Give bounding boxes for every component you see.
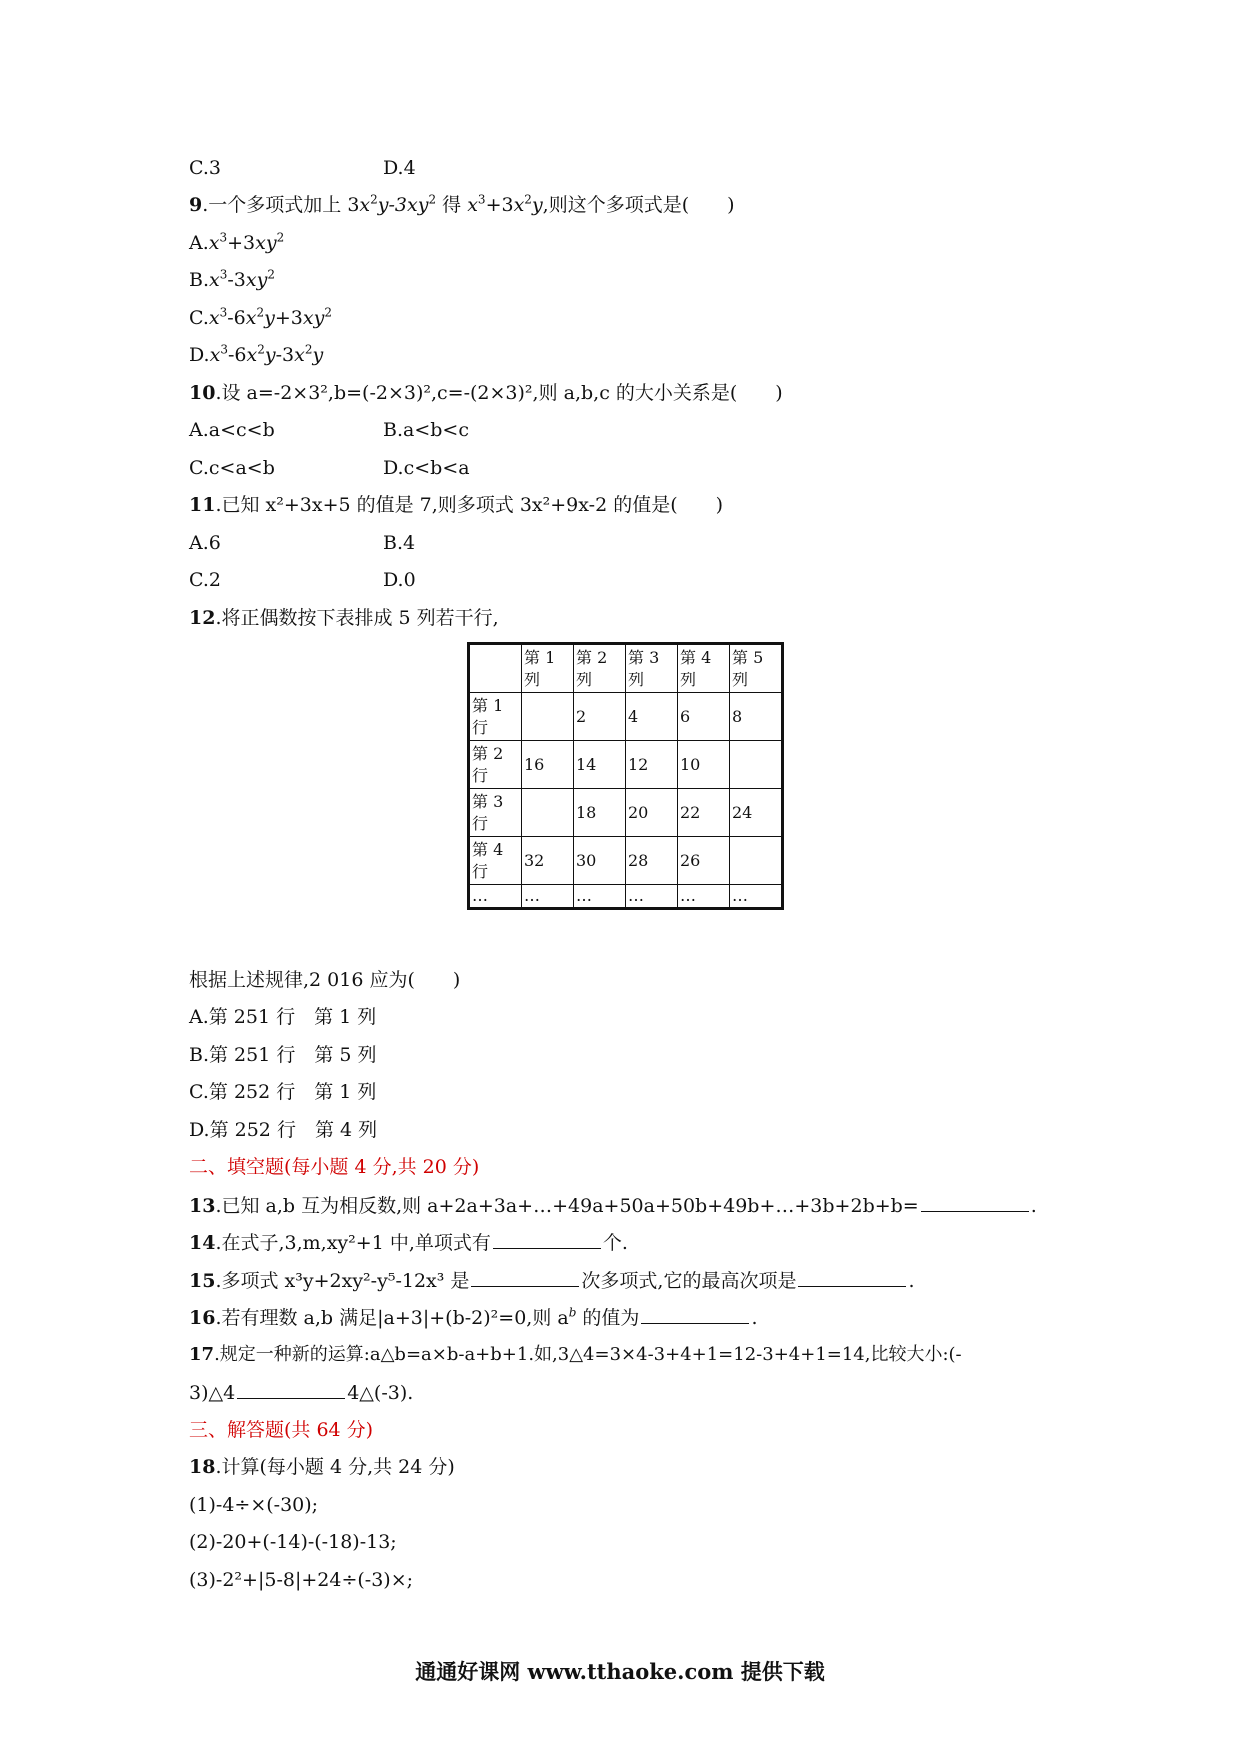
q15-answer-blank-2[interactable]: [798, 1266, 906, 1287]
q12-stem: [189, 604, 499, 632]
table-cell: …: [469, 885, 522, 909]
q15-end: .: [908, 1270, 915, 1292]
q18-stem: [189, 1453, 455, 1481]
q16-number: 16: [189, 1307, 216, 1329]
q13-end: .: [1030, 1195, 1037, 1217]
table-cell: 18: [574, 789, 626, 837]
q9-var-x: x: [359, 194, 371, 216]
q10-text: .设 a=-2×3²,b=(-2×3)²,c=-(2×3)²,则 a,b,c 的大小关系是( ): [215, 382, 783, 404]
table-cell: …: [522, 885, 574, 909]
q9-text-c: y-3: [377, 194, 408, 216]
q11-text: .已知 x²+3x+5 的值是 7,则多项式 3x²+9x-2 的值是( ): [215, 494, 724, 516]
table-cell: 10: [678, 741, 730, 789]
table-cell: [730, 741, 783, 789]
q15-stem: [189, 1266, 915, 1295]
q9-var-y: y: [531, 194, 543, 216]
q9-text-e: 得: [436, 194, 468, 216]
q13-answer-blank[interactable]: [921, 1191, 1029, 1212]
table-row: [469, 789, 783, 837]
table-cell: 第 1 行: [469, 693, 522, 741]
table-cell: [522, 693, 574, 741]
even-number-table: [467, 642, 784, 910]
table-cell: [469, 644, 522, 693]
table-cell: …: [730, 885, 783, 909]
q14-end: 个.: [602, 1232, 628, 1254]
table-cell: 32: [522, 837, 574, 885]
q12-option-b: B.第 251 行 第 5 列: [189, 1044, 377, 1066]
q13-text: .已知 a,b 互为相反数,则 a+2a+3a+…+49a+50a+50b+49b+…+3b+2b+b=: [215, 1195, 919, 1217]
q14-answer-blank[interactable]: [493, 1228, 601, 1249]
table-cell: 14: [574, 741, 626, 789]
q10-option-d: D.c<b<a: [383, 457, 470, 479]
table-cell: 20: [626, 789, 678, 837]
q13-number: 13: [189, 1195, 216, 1217]
q15-number: 15: [189, 1270, 216, 1292]
table-cell: 26: [678, 837, 730, 885]
q9-number: 9: [189, 194, 203, 216]
q17-number: 17: [189, 1344, 215, 1365]
page-footer: 通通好课网 www.tthaoke.com 提供下载: [415, 1659, 825, 1684]
q11-number: 11: [189, 494, 216, 516]
q12-question: 根据上述规律,2 016 应为( ): [189, 969, 461, 991]
q9-stem: 9.一个多项式加上 $3x^2y-3xy^2$ 得 $x^3+3x^2y$,则这个多项式是( ): [189, 192, 735, 216]
q18-text: .计算(每小题 4 分,共 24 分): [215, 1456, 455, 1478]
q16-text: .若有理数 a,b 满足|a+3|+(b-2)²=0,则 a: [215, 1307, 569, 1329]
q18-part-2: (2)-20+(-14)-(-18)-13;: [189, 1531, 397, 1553]
q12-text: .将正偶数按下表排成 5 列若干行,: [215, 607, 499, 629]
table-cell: 第 2 列: [574, 644, 626, 693]
q14-stem: [189, 1228, 628, 1257]
table-cell: …: [678, 885, 730, 909]
q11-stem: [189, 491, 723, 519]
q14-text: .在式子,3,m,xy²+1 中,单项式有: [215, 1232, 491, 1254]
q18-number: 18: [189, 1456, 216, 1478]
table-cell: [522, 789, 574, 837]
q9-var-x3: x: [513, 194, 525, 216]
table-cell: 8: [730, 693, 783, 741]
table-cell: 第 3 列: [626, 644, 678, 693]
q9-option-a: $A.x^3+3xy^2$: [189, 230, 285, 254]
q18-part-3: (3)-2²+|5-8|+24÷(-3)×;: [189, 1569, 414, 1591]
table-row: [469, 837, 783, 885]
q13-stem: [189, 1191, 1037, 1220]
table-cell: …: [626, 885, 678, 909]
table-cell: 4: [626, 693, 678, 741]
table-cell: 12: [626, 741, 678, 789]
q9-option-b: $B.x^3-3xy^2$: [189, 267, 275, 291]
q10-option-a: A.a<c<b: [189, 419, 275, 441]
q10-stem: [189, 379, 783, 407]
table-cell: 2: [574, 693, 626, 741]
q12-option-c: C.第 252 行 第 1 列: [189, 1081, 377, 1103]
q12-option-d: D.第 252 行 第 4 列: [189, 1119, 378, 1141]
q17-line2-text: 3)△4: [189, 1382, 236, 1404]
table-cell: [730, 837, 783, 885]
q16-answer-blank[interactable]: [641, 1303, 749, 1324]
table-header-row: [469, 644, 783, 693]
q12-number: 12: [189, 607, 216, 629]
q17-line2: [189, 1378, 413, 1407]
q16-exponent: b: [568, 1305, 577, 1320]
table-cell: 第 4 列: [678, 644, 730, 693]
q10-number: 10: [189, 382, 216, 404]
q16-end: .: [751, 1307, 758, 1329]
q10-option-b: B.a<b<c: [383, 419, 469, 441]
q10-option-c: C.c<a<b: [189, 457, 275, 479]
q9-option-c: $C.x^3-6x^2y+3xy^2$: [189, 305, 332, 329]
q8-option-d: D.4: [383, 157, 416, 179]
q8-option-c: C.3: [189, 157, 221, 179]
q17-stem: [189, 1341, 962, 1369]
table-cell: 24: [730, 789, 783, 837]
q16-stem: [189, 1303, 757, 1332]
table-cell: 30: [574, 837, 626, 885]
q15-mid: 次多项式,它的最高次项是: [581, 1270, 797, 1292]
table-cell: 16: [522, 741, 574, 789]
q11-option-b: B.4: [383, 532, 416, 554]
q15-answer-blank-1[interactable]: [471, 1266, 579, 1287]
q9-var-x2: x: [467, 194, 478, 216]
table-row: [469, 741, 783, 789]
q11-option-d: D.0: [383, 569, 416, 591]
q14-number: 14: [189, 1232, 216, 1254]
q11-option-a: A.6: [189, 532, 221, 554]
table-row: [469, 885, 783, 909]
q18-part-1: (1)-4÷×(-30);: [189, 1494, 319, 1516]
table-cell: 6: [678, 693, 730, 741]
q16-mid: 的值为: [576, 1307, 640, 1329]
table-cell: 28: [626, 837, 678, 885]
section-3-heading: 三、解答题(共 64 分): [189, 1419, 374, 1441]
q11-option-c: C.2: [189, 569, 221, 591]
table-cell: 第 2 行: [469, 741, 522, 789]
table-cell: …: [574, 885, 626, 909]
q17-end: 4△(-3).: [347, 1382, 414, 1404]
table-cell: 第 4 行: [469, 837, 522, 885]
q9-text-a: .一个多项式加上 3: [202, 194, 360, 216]
table-cell: 第 1 列: [522, 644, 574, 693]
q9-text-j: ,则这个多项式是( ): [542, 194, 735, 216]
q17-answer-blank[interactable]: [237, 1378, 345, 1399]
table-cell: 22: [678, 789, 730, 837]
table-row: [469, 693, 783, 741]
q9-text-g: +3: [485, 194, 514, 216]
q12-option-a: A.第 251 行 第 1 列: [189, 1006, 377, 1028]
section-2-heading: 二、填空题(每小题 4 分,共 20 分): [189, 1156, 480, 1178]
table-cell: 第 5 列: [730, 644, 783, 693]
table-cell: 第 3 行: [469, 789, 522, 837]
q9-option-d: $D.x^3-6x^2y-3x^2y$: [189, 342, 324, 366]
q9-var-xy: xy: [407, 194, 429, 216]
q17-text: .规定一种新的运算:a△b=a×b-a+b+1.如,3△4=3×4-3+4+1=12-3+4+1=14,比较大小:(-: [214, 1344, 962, 1365]
q15-text: .多项式 x³y+2xy²-y⁵-12x³ 是: [215, 1270, 470, 1292]
